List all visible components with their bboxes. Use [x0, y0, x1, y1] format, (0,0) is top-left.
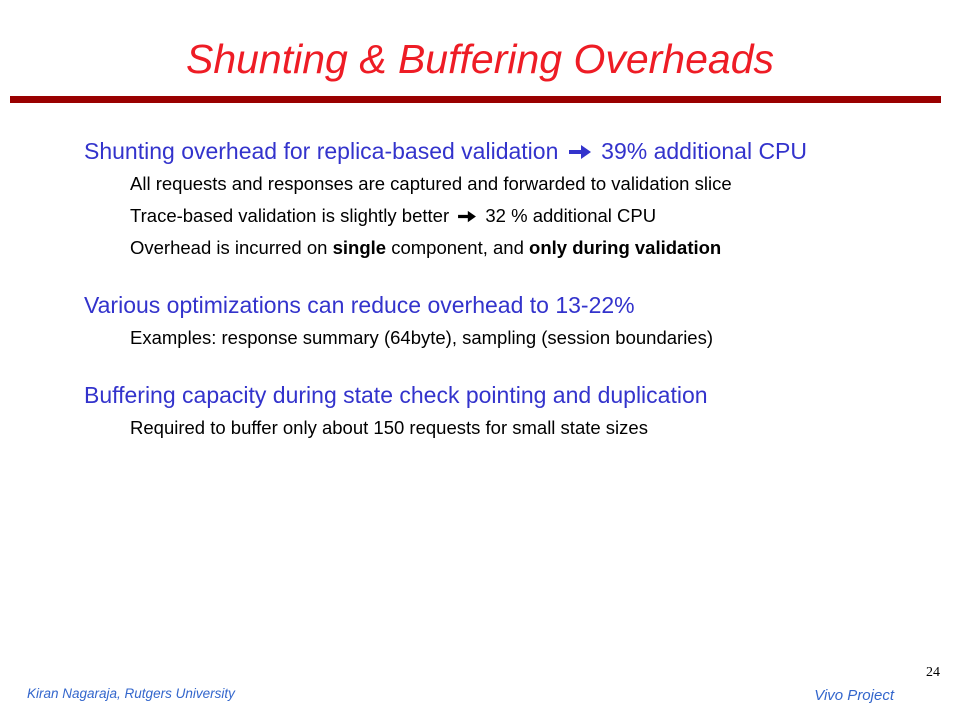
slide-title: Shunting & Buffering Overheads — [185, 36, 775, 82]
bullet-overhead-incurred — [130, 232, 944, 264]
section-optimizations — [84, 288, 944, 354]
bullet-text: 32 % additional CPU — [485, 205, 657, 226]
heading-text: 39% additional CPU — [601, 138, 807, 164]
bullet-required-buffer: Required to buffer only about 150 requests for small state sizes — [130, 417, 648, 438]
bullet-examples: Examples: response summary (64byte), sampling (session boundaries) — [130, 327, 714, 348]
bullet-text: component, and — [386, 237, 530, 258]
bullet-text: Trace-based validation is slightly better — [130, 205, 450, 226]
heading-buffering: Buffering capacity during state check pointing and duplication — [84, 382, 708, 408]
heading-optimizations: Various optimizations can reduce overhead to 13-22% — [84, 292, 635, 318]
bold-text: single — [332, 237, 387, 258]
title-divider — [10, 96, 941, 103]
bold-text: only during validation — [529, 237, 722, 258]
right-arrow-icon — [458, 210, 476, 223]
section-shunting — [84, 134, 944, 264]
page-number: 24 — [926, 665, 940, 680]
bullet-trace-based — [130, 200, 944, 232]
bullet-all-requests: All requests and responses are captured and forwarded to validation slice — [130, 173, 732, 194]
right-arrow-icon — [569, 144, 591, 160]
bullet-text: Overhead is incurred on — [130, 237, 333, 258]
slide-content — [84, 134, 944, 468]
heading-text: Shunting overhead for replica-based validation — [84, 138, 559, 164]
heading-shunting-overhead — [84, 134, 944, 168]
footer-project: Vivo Project — [814, 687, 894, 704]
section-buffering — [84, 378, 944, 444]
footer-author: Kiran Nagaraja, Rutgers University — [27, 686, 235, 701]
